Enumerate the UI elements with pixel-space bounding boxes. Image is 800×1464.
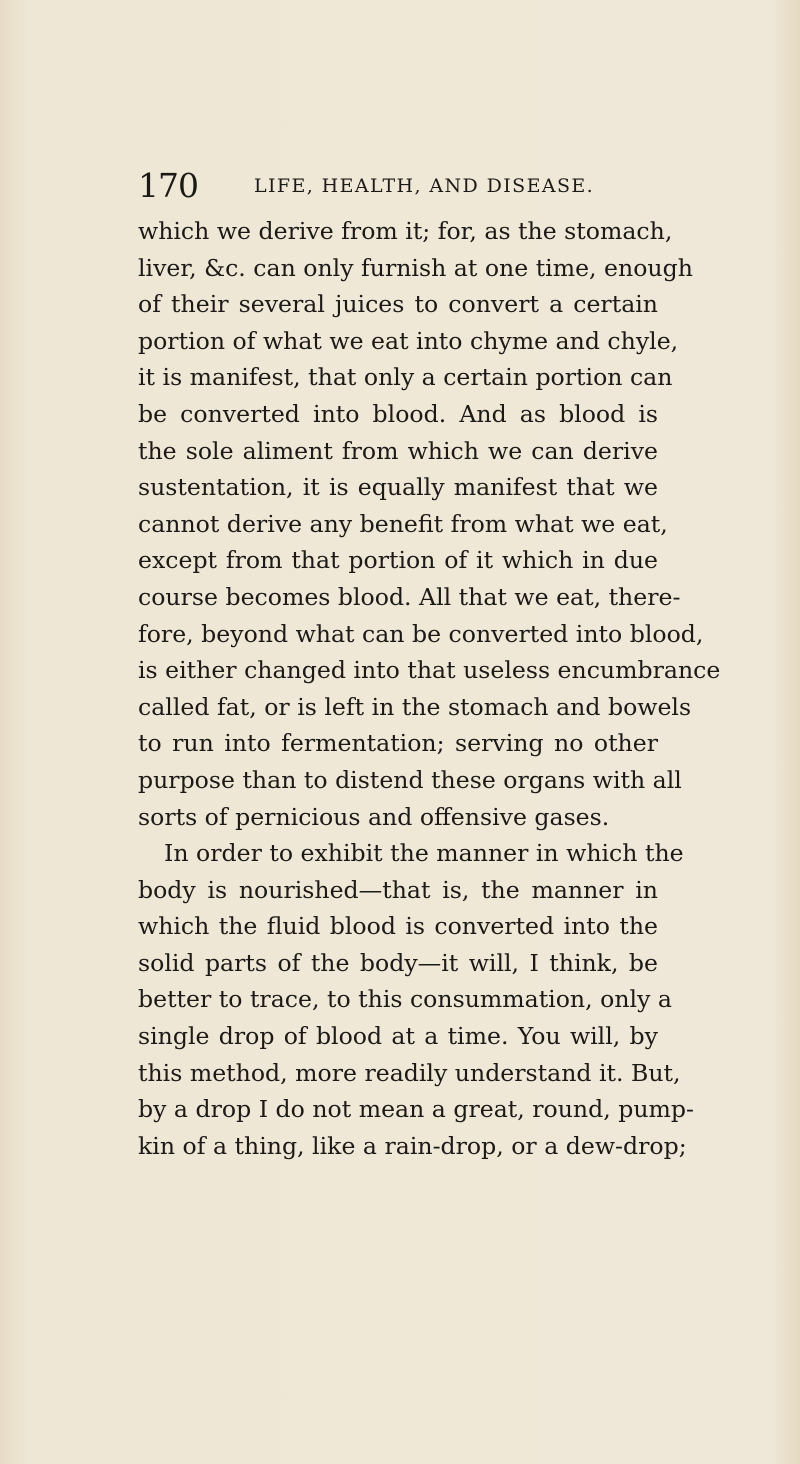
text-line: better to trace, to this consummation, only a [138, 985, 672, 1014]
text-line: In order to exhibit the manner in which the [164, 839, 684, 868]
text-line: course becomes blood. All that we eat, there- [138, 582, 681, 611]
text-line: called fat, or is left in the stomach and bowels [138, 692, 692, 721]
text-line: it is manifest, that only a certain portion can [138, 363, 673, 392]
text-line: portion of what we eat into chyme and chyle, [138, 326, 679, 355]
text-line: by a drop I do not mean a great, round, pump- [138, 1095, 694, 1124]
text-line: of their several juices to convert a certain [138, 290, 658, 319]
running-head [138, 166, 658, 206]
text-line: solid parts of the body—it will, I think, be [138, 948, 658, 977]
text-line: which we derive from it; for, as the stomach, [138, 217, 673, 245]
text-line: body is nourished—that is, the manner in [138, 875, 658, 904]
text-line: sustentation, it is equally manifest that we [138, 473, 658, 502]
text-line: purpose than to distend these organs with all [138, 765, 682, 794]
text-line: kin of a thing, like a rain-drop, or a dew-drop; [138, 1131, 687, 1160]
text-line: cannot derive any benefit from what we eat, [138, 509, 668, 538]
running-title: LIFE, HEALTH, AND DISEASE. [254, 175, 595, 197]
text-line: to run into fermentation; serving no other [138, 729, 658, 758]
text-line: the sole aliment from which we can derive [138, 436, 658, 465]
page-number: 170 [138, 166, 198, 205]
text-line: except from that portion of it which in due [138, 546, 658, 575]
text-line: liver, &c. can only furnish at one time, enough [138, 253, 693, 282]
text-line: which the fluid blood is converted into the [138, 912, 658, 941]
body-text [138, 213, 721, 1164]
text-line: be converted into blood. And as blood is [138, 399, 658, 428]
text-line: fore, beyond what can be converted into blood, [138, 619, 704, 648]
text-line: sorts of pernicious and offensive gases. [138, 802, 610, 831]
text-line: is either changed into that useless encumbrance [138, 656, 721, 685]
text-line: this method, more readily understand it. But, [138, 1058, 681, 1087]
text-line: single drop of blood at a time. You will, by [138, 1022, 658, 1051]
